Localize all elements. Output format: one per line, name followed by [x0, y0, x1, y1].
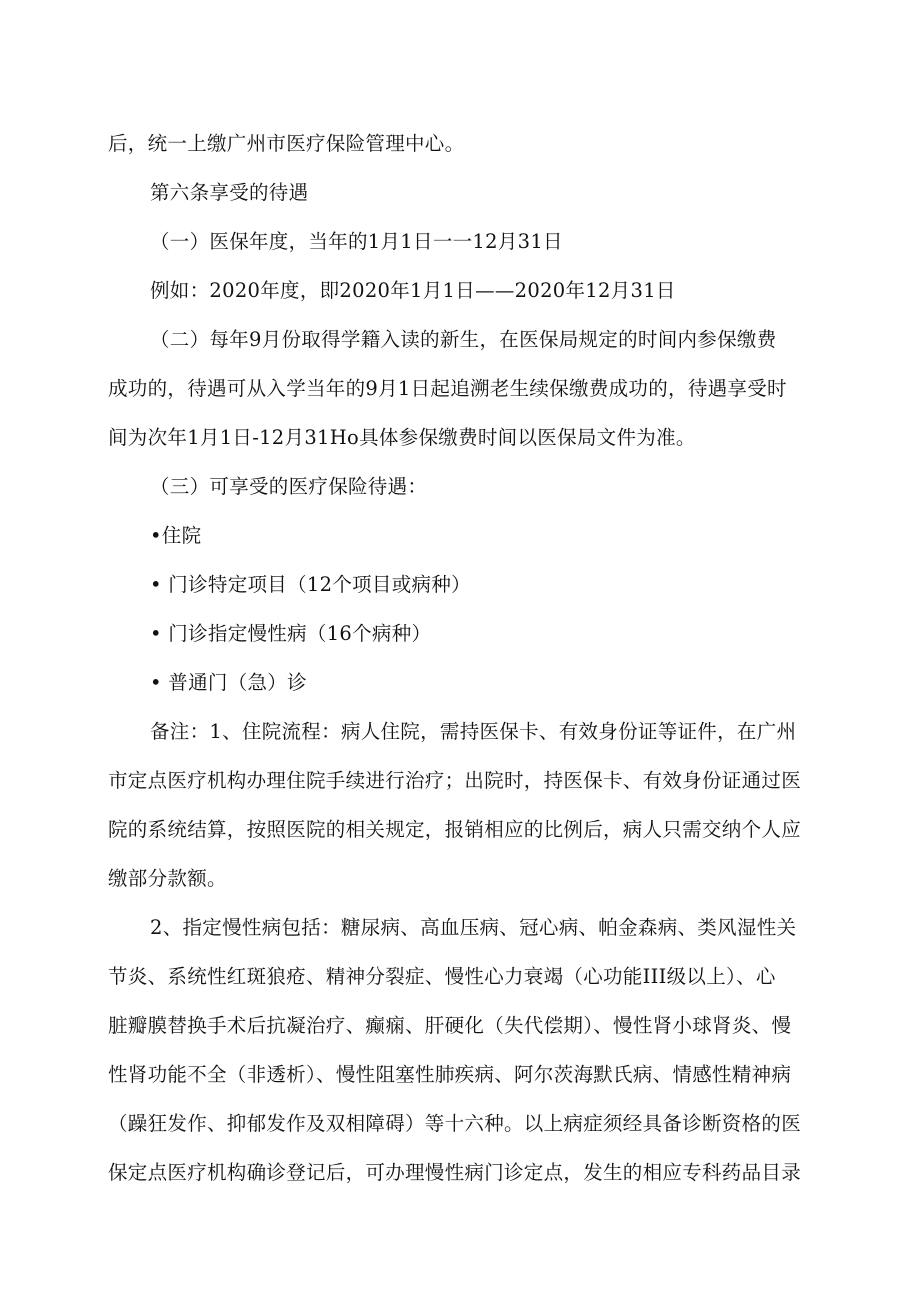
paragraph-line: 院的系统结算，按照医院的相关规定，报销相应的比例后，病人只需交纳个人应: [108, 818, 802, 841]
bullet-item: •住院: [150, 524, 202, 547]
bullet-item: • 门诊特定项目（12个项目或病种）: [150, 573, 471, 596]
paragraph-line: 成功的，待遇可从入学当年的9月1日起追溯老生续保缴费成功的，待遇享受时: [108, 377, 787, 400]
paragraph-line: 节炎、系统性红斑狼疮、精神分裂症、慢性心力衰竭（心功能III级以上）、心: [108, 965, 776, 988]
paragraph-line: 市定点医疗机构办理住院手续进行治疗；出院时，持医保卡、有效身份证通过医: [108, 769, 802, 792]
paragraph-line: 保定点医疗机构确诊登记后，可办理慢性病门诊定点，发生的相应专科药品目录: [108, 1161, 802, 1184]
paragraph-line: 2、指定慢性病包括：糖尿病、高血压病、冠心病、帕金森病、类风湿性关: [150, 916, 797, 939]
bullet-item: • 门诊指定慢性病（16个病种）: [150, 622, 432, 645]
paragraph-line: 间为次年1月1日-12月31Ho具体参保缴费时间以医保局文件为准。: [108, 426, 696, 449]
paragraph-line: （三）可享受的医疗保险待遇：: [150, 475, 428, 498]
paragraph-line: 备注：1、住院流程：病人住院，需持医保卡、有效身份证等证件，在广州: [150, 720, 797, 743]
section-heading: 第六条享受的待遇: [150, 181, 309, 204]
paragraph-line: （躁狂发作、抑郁发作及双相障碍）等十六种。以上病症须经具备诊断资格的医: [108, 1112, 802, 1135]
paragraph-line: 例如：2020年度，即2020年1月1日——2020年12月31日: [150, 279, 676, 302]
bullet-item: • 普通门（急）诊: [150, 671, 307, 694]
paragraph-line: （二）每年9月份取得学籍入读的新生，在医保局规定的时间内参保缴费: [150, 328, 777, 351]
paragraph-line: （一）医保年度，当年的1月1日一一12月31日: [150, 230, 563, 253]
paragraph-line: 脏瓣膜替换手术后抗凝治疗、癫痫、肝硬化（失代偿期）、慢性肾小球肾炎、慢: [108, 1014, 792, 1037]
paragraph-line: 缴部分款额。: [108, 867, 227, 890]
paragraph-line: 后，统一上缴广州市医疗保险管理中心。: [108, 132, 465, 155]
paragraph-line: 性肾功能不全（非透析）、慢性阻塞性肺疾病、阿尔茨海默氏病、情感性精神病: [108, 1063, 792, 1086]
